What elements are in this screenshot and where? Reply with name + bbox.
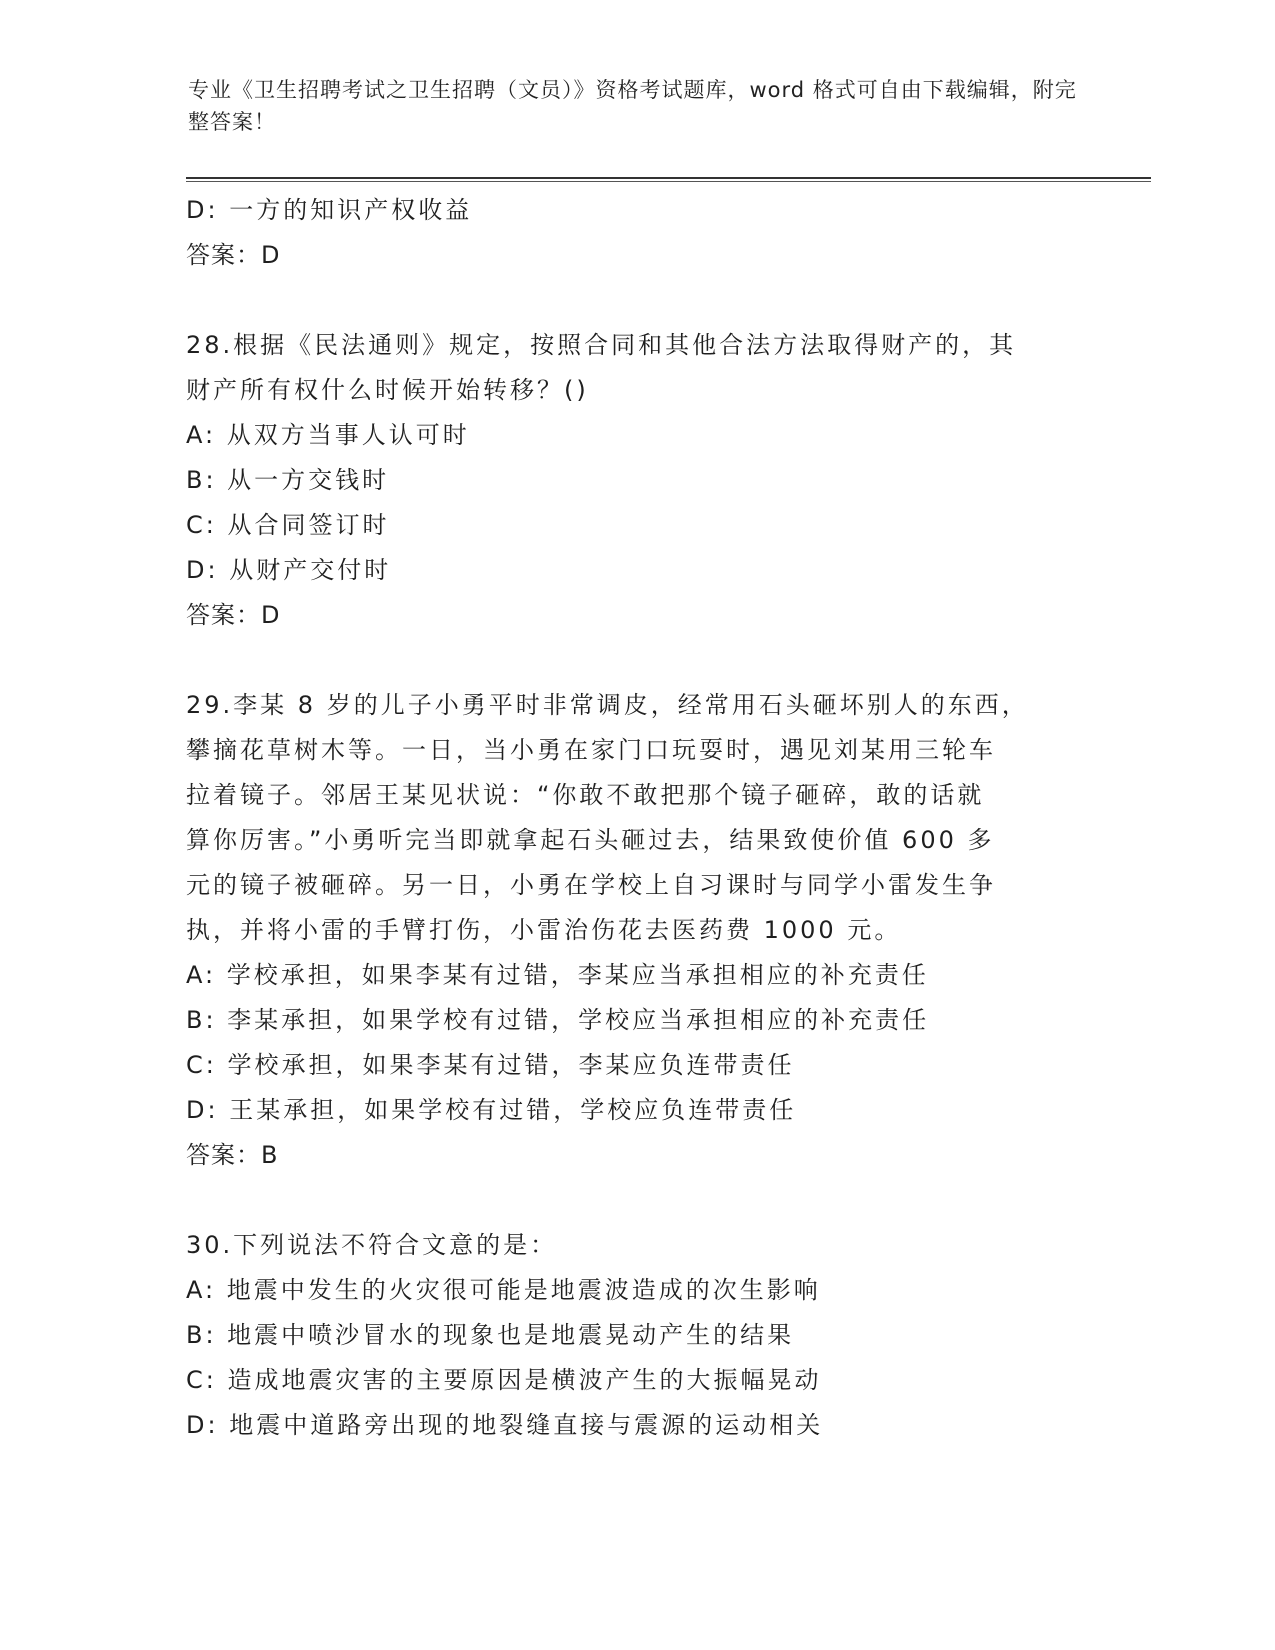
option-c: C: 造成地震灾害的主要原因是横波产生的大振幅晃动 — [186, 1366, 822, 1394]
answer: 答案：D — [186, 601, 281, 629]
question-30 — [186, 1223, 1086, 1448]
option-b: B: 从一方交钱时 — [186, 466, 390, 494]
question-29 — [186, 683, 1086, 1178]
question-text-line: 算你厉害。”小勇听完当即就拿起石头砸过去，结果致使价值 600 多 — [186, 826, 995, 854]
option-b: B: 李某承担，如果学校有过错，学校应当承担相应的补充责任 — [186, 1006, 930, 1034]
option-c: C: 学校承担，如果李某有过错，李某应负连带责任 — [186, 1051, 795, 1079]
answer: 答案：B — [186, 1141, 279, 1169]
prev-option-d: D: 一方的知识产权收益 — [186, 196, 473, 224]
question-text-line: 元的镜子被砸碎。另一日，小勇在学校上自习课时与同学小雷发生争 — [186, 871, 996, 899]
spacer — [186, 1178, 1086, 1223]
document-header: 专业《卫生招聘考试之卫生招聘（文员）》资格考试题库，word 格式可自由下载编辑，附完整答案！ — [188, 78, 1077, 134]
question-text-line: 28.根据《民法通则》规定，按照合同和其他合法方法取得财产的，其 — [186, 331, 1017, 359]
spacer — [186, 638, 1086, 683]
question-text-line: 29.李某 8 岁的儿子小勇平时非常调皮，经常用石头砸坏别人的东西， — [186, 691, 1029, 719]
question-text-line: 攀摘花草树木等。一日，当小勇在家门口玩耍时，遇见刘某用三轮车 — [186, 736, 996, 764]
question-text-line: 拉着镜子。邻居王某见状说：“你敢不敢把那个镜子砸碎，敢的话就 — [186, 781, 985, 809]
option-a: A: 地震中发生的火灾很可能是地震波造成的次生影响 — [186, 1276, 821, 1304]
question-28 — [186, 323, 1086, 638]
option-a: A: 从双方当事人认可时 — [186, 421, 470, 449]
prev-answer: 答案：D — [186, 241, 281, 269]
question-text-line: 执，并将小雷的手臂打伤，小雷治伤花去医药费 1000 元。 — [186, 916, 902, 944]
option-c: C: 从合同签订时 — [186, 511, 390, 539]
option-a: A: 学校承担，如果李某有过错，李某应当承担相应的补充责任 — [186, 961, 929, 989]
header-divider-thick — [186, 177, 1151, 179]
header-divider-thin — [186, 181, 1151, 182]
question-text-line: 30.下列说法不符合文意的是： — [186, 1231, 558, 1259]
option-d: D: 从财产交付时 — [186, 556, 392, 584]
document-body — [186, 188, 1086, 1448]
option-d: D: 王某承担，如果学校有过错，学校应负连带责任 — [186, 1096, 797, 1124]
option-b: B: 地震中喷沙冒水的现象也是地震晃动产生的结果 — [186, 1321, 795, 1349]
option-d: D: 地震中道路旁出现的地裂缝直接与震源的运动相关 — [186, 1411, 824, 1439]
question-text-line: 财产所有权什么时候开始转移？() — [186, 376, 589, 404]
spacer — [186, 278, 1086, 323]
